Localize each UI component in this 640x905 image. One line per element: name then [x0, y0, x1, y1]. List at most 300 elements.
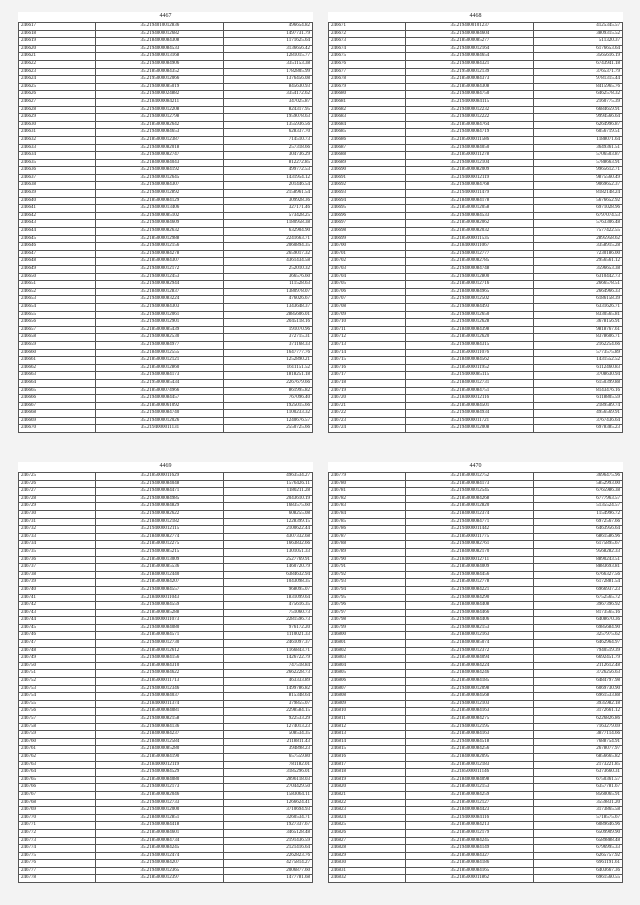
value-cell: 7163279.69	[534, 723, 623, 731]
value-cell: 327171.46	[224, 205, 313, 213]
table-row	[329, 190, 623, 198]
coordinate-cell: 35.2184000084308	[96, 38, 224, 46]
table-row	[329, 288, 623, 296]
table-row	[19, 98, 313, 106]
value-cell: 2527769.91	[224, 556, 313, 564]
coordinate-cell: 35.2185000012716	[406, 281, 534, 289]
value-cell: 3935982.18	[534, 700, 623, 708]
row-id-cell: 246700	[329, 243, 406, 251]
value-cell: 3809315.52	[534, 30, 623, 38]
row-id-cell: 246794	[329, 586, 406, 594]
value-cell: 3708630.94	[534, 372, 623, 380]
value-cell: 2956561.12	[534, 258, 623, 266]
value-cell: 2885606.01	[224, 311, 313, 319]
row-id-cell: 246691	[329, 174, 406, 182]
value-cell: 8330565.81	[534, 311, 623, 319]
row-id-cell: 246764	[19, 769, 96, 777]
value-cell: 1782805.99	[224, 68, 313, 76]
coordinate-cell: 35.2194000084977	[96, 341, 224, 349]
row-id-cell: 246662	[19, 364, 96, 372]
value-cell: 2281596.73	[224, 617, 313, 625]
coordinate-cell: 35.2194000012000	[96, 807, 224, 815]
row-id-cell: 246788	[329, 541, 406, 549]
row-id-cell: 246628	[19, 106, 96, 114]
value-cell: 781182.01	[224, 761, 313, 769]
row-id-cell: 246804	[329, 662, 406, 670]
table-row	[19, 670, 313, 678]
table-row	[329, 144, 623, 152]
value-cell: 6175895.67	[534, 541, 623, 549]
coordinate-cell: 35.2194000082622	[96, 510, 224, 518]
value-cell: 714510.73	[224, 136, 313, 144]
value-cell: 6484797.98	[534, 678, 623, 686]
coordinate-cell: 35.2194000012208	[96, 106, 224, 114]
value-cell: 1240676.57	[224, 417, 313, 425]
table-row	[329, 205, 623, 213]
row-id-cell: 246781	[329, 488, 406, 496]
table-row	[329, 822, 623, 830]
row-id-cell: 246675	[329, 53, 406, 61]
coordinate-cell: 35.2194000012164	[406, 45, 534, 53]
table-row	[329, 541, 623, 549]
coordinate-cell: 35.2184000082774	[96, 533, 224, 541]
coordinate-cell: 35.2184000085280	[96, 746, 224, 754]
value-cell: 6972567.66	[534, 518, 623, 526]
value-cell: 4125345.57	[534, 23, 623, 31]
table-row	[19, 45, 313, 53]
value-cell: 3172661.12	[534, 708, 623, 716]
row-id-cell: 246779	[329, 473, 406, 481]
row-id-cell: 246798	[329, 617, 406, 625]
value-cell: 1431954.12	[224, 174, 313, 182]
table-row	[19, 402, 313, 410]
coordinate-cell: 35.2194000084136	[96, 723, 224, 731]
row-id-cell: 246631	[19, 129, 96, 137]
table-row	[19, 685, 313, 693]
table-row	[329, 228, 623, 236]
coordinate-cell: 35.2185000085288	[96, 609, 224, 617]
row-id-cell: 246622	[19, 60, 96, 68]
table-row	[19, 518, 313, 526]
value-cell: 366576.60	[224, 273, 313, 281]
coordinate-cell: 35.2184000012374	[406, 510, 534, 518]
value-cell: 976172.20	[224, 624, 313, 632]
value-cell: 1274013.23	[224, 723, 313, 731]
table-row	[19, 357, 313, 365]
row-id-cell: 246667	[19, 402, 96, 410]
coordinate-cell: 35.2184000011073	[96, 617, 224, 625]
table-row	[329, 379, 623, 387]
value-cell: 5763306.48	[534, 220, 623, 228]
row-id-cell: 246699	[329, 235, 406, 243]
table-row	[329, 700, 623, 708]
coordinate-cell: 35.2185000011629	[96, 473, 224, 481]
value-cell: 9069652.37	[534, 182, 623, 190]
row-id-cell: 246740	[19, 586, 96, 594]
row-id-cell: 246795	[329, 594, 406, 602]
coordinate-cell: 35.2194000084529	[96, 769, 224, 777]
table-row	[19, 662, 313, 670]
coordinate-cell: 35.2194000084050	[406, 144, 534, 152]
table-row	[19, 571, 313, 579]
row-id-cell: 246801	[329, 640, 406, 648]
table-row	[329, 114, 623, 122]
value-cell: 3767436.64	[534, 417, 623, 425]
row-id-cell: 246652	[19, 288, 96, 296]
row-id-cell: 246630	[19, 121, 96, 129]
value-cell: 1355936.56	[224, 121, 313, 129]
table-row	[329, 311, 623, 319]
coordinate-cell: 35.2194000084116	[406, 814, 534, 822]
coordinate-cell: 35.2185000084009	[406, 564, 534, 572]
table-row	[19, 174, 313, 182]
coordinate-cell: 35.2194000084156	[96, 655, 224, 663]
coordinate-cell: 35.2185000084185	[406, 678, 534, 686]
row-id-cell: 246813	[329, 731, 406, 739]
value-cell: 8378606.71	[534, 334, 623, 342]
value-cell: 6750361.57	[534, 776, 623, 784]
table-row	[19, 250, 313, 258]
table-row	[19, 129, 313, 137]
value-cell: 6310442.73	[534, 273, 623, 281]
coordinate-cell: 35.2185000011713	[96, 678, 224, 686]
table-row	[329, 791, 623, 799]
coordinate-cell: 35.2194010012836	[96, 23, 224, 31]
row-id-cell: 246767	[19, 791, 96, 799]
row-id-cell: 246825	[329, 822, 406, 830]
value-cell: 657559.80	[224, 753, 313, 761]
table-row	[19, 205, 313, 213]
table-row	[329, 564, 623, 572]
row-id-cell: 246744	[19, 617, 96, 625]
row-id-cell: 246826	[329, 829, 406, 837]
table-row	[19, 594, 313, 602]
value-cell: 3710694.93	[224, 807, 313, 815]
table-row	[19, 541, 313, 549]
row-id-cell: 246769	[19, 807, 96, 815]
row-id-cell: 246617	[19, 23, 96, 31]
table-row	[329, 602, 623, 610]
value-cell: 824317.95	[224, 106, 313, 114]
table-row	[19, 473, 313, 481]
value-cell: 2173221.85	[534, 761, 623, 769]
coordinate-cell: 35.2184000012555	[96, 349, 224, 357]
table-row	[19, 556, 313, 564]
table-row	[329, 319, 623, 327]
table-row	[19, 23, 313, 31]
coordinate-cell: 35.2185000011952	[406, 364, 534, 372]
table-row	[19, 693, 313, 701]
value-cell: 2160775.39	[534, 98, 623, 106]
value-cell: 1376456.08	[224, 76, 313, 84]
coordinate-cell: 35.2194000084173	[96, 372, 224, 380]
coordinate-cell: 35.2185000012058	[406, 205, 534, 213]
value-cell: 4963534.27	[224, 473, 313, 481]
value-cell: 1431552.52	[534, 357, 623, 365]
coordinate-cell: 35.2184000082170	[406, 548, 534, 556]
table-row	[19, 114, 313, 122]
table-row	[19, 136, 313, 144]
table-row	[329, 76, 623, 84]
row-id-cell: 246638	[19, 182, 96, 190]
coordinate-cell: 35.2194000012365	[96, 867, 224, 875]
value-cell: 7230186.00	[534, 250, 623, 258]
table-row	[329, 609, 623, 617]
value-cell: 9994566.64	[534, 114, 623, 122]
value-cell: 508534.35	[224, 731, 313, 739]
table-row	[329, 121, 623, 129]
value-cell: 1252890.21	[224, 357, 313, 365]
row-id-cell: 246753	[19, 685, 96, 693]
value-cell: 8143476.16	[534, 387, 623, 395]
value-cell: 8182148.24	[534, 190, 623, 198]
table-row	[329, 326, 623, 334]
value-cell: 475616.35	[224, 602, 313, 610]
table-row	[19, 845, 313, 853]
row-id-cell: 246666	[19, 395, 96, 403]
table-row	[329, 875, 623, 883]
row-id-cell: 246812	[329, 723, 406, 731]
value-cell: 6331626.71	[534, 303, 623, 311]
value-cell: 1380978.07	[224, 288, 313, 296]
value-cell: 1166843.71	[224, 647, 313, 655]
row-id-cell: 246676	[329, 60, 406, 68]
row-id-cell: 246709	[329, 311, 406, 319]
table-row	[19, 602, 313, 610]
coordinate-cell: 35.2194000012901	[96, 319, 224, 327]
coordinate-cell: 35.2185000011862	[406, 875, 534, 883]
value-cell: 463333.89	[224, 678, 313, 686]
coordinate-cell: 35.2185000012275	[96, 541, 224, 549]
coordinate-cell: 35.2185000084352	[96, 68, 224, 76]
table-row	[19, 425, 313, 433]
table-row	[329, 220, 623, 228]
coordinate-cell: 35.2185000012778	[406, 579, 534, 587]
value-cell: 2043610.19	[224, 495, 313, 503]
coordinate-cell: 35.2185000012860	[96, 364, 224, 372]
value-cell: 6971028.96	[534, 205, 623, 213]
coordinate-cell: 35.2185000012387	[96, 136, 224, 144]
value-cell: 7577422.55	[534, 228, 623, 236]
row-id-cell: 246653	[19, 296, 96, 304]
row-id-cell: 246637	[19, 174, 96, 182]
value-cell: 3967396.92	[534, 602, 623, 610]
row-id-cell: 246677	[329, 68, 406, 76]
table-row	[19, 68, 313, 76]
row-id-cell: 246724	[329, 425, 406, 433]
coordinate-cell: 35.2184000012182	[96, 518, 224, 526]
coordinate-cell: 35.2194000012061	[96, 311, 224, 319]
value-cell: 2461097.37	[224, 640, 313, 648]
value-cell: 6403667.36	[534, 867, 623, 875]
coordinate-cell: 35.2185000084310	[96, 662, 224, 670]
table-row	[19, 822, 313, 830]
coordinate-cell: 35.2184000084178	[406, 197, 534, 205]
value-cell: 1100233.32	[224, 410, 313, 418]
value-cell: 2121416.64	[224, 845, 313, 853]
coordinate-cell: 35.2194000012173	[96, 784, 224, 792]
row-id-cell: 246649	[19, 266, 96, 274]
table-row	[329, 197, 623, 205]
coordinate-cell: 35.2194000085019	[96, 83, 224, 91]
table-row	[19, 723, 313, 731]
value-cell: 4275814.27	[224, 860, 313, 868]
value-cell: 6797074.53	[534, 212, 623, 220]
coordinate-cell: 35.2194000083224	[96, 296, 224, 304]
table-row	[19, 91, 313, 99]
value-cell: 347025.87	[224, 98, 313, 106]
coordinate-cell: 35.2185000082785	[406, 258, 534, 266]
value-cell: 6743941.18	[534, 60, 623, 68]
row-id-cell: 246746	[19, 632, 96, 640]
coordinate-cell: 35.2194000011721	[406, 417, 534, 425]
row-id-cell: 246766	[19, 784, 96, 792]
table-row	[329, 769, 623, 777]
coordinate-cell: 35.2194000084985	[96, 495, 224, 503]
value-cell: 3877114.66	[534, 731, 623, 739]
row-id-cell: 246739	[19, 579, 96, 587]
table-row	[329, 488, 623, 496]
value-cell: 304736.29	[224, 152, 313, 160]
table-row	[329, 829, 623, 837]
coordinate-cell: 35.2185000061092	[96, 402, 224, 410]
table-row	[19, 334, 313, 342]
coordinate-cell: 35.2194000084303	[96, 303, 224, 311]
value-cell: 2241663.71	[224, 235, 313, 243]
table-row	[19, 167, 313, 175]
table-row	[329, 716, 623, 724]
table-row	[329, 867, 623, 875]
value-cell: 1683575.60	[224, 503, 313, 511]
row-id-cell: 246703	[329, 266, 406, 274]
value-cell: 632904.90	[224, 228, 313, 236]
row-id-cell: 246786	[329, 526, 406, 534]
value-cell: 3351153.38	[224, 60, 313, 68]
value-cell: 6384632.94	[224, 571, 313, 579]
value-cell: 1180211.28	[224, 488, 313, 496]
value-cell: 1154996.72	[534, 510, 623, 518]
table-row	[329, 837, 623, 845]
table-row	[329, 738, 623, 746]
row-id-cell: 246625	[19, 83, 96, 91]
row-id-cell: 246730	[19, 510, 96, 518]
coordinate-cell: 35.2194000012156	[96, 243, 224, 251]
row-id-cell: 246633	[19, 144, 96, 152]
coordinate-cell: 35.2194000012650	[406, 311, 534, 319]
value-cell: 394898.23	[224, 746, 313, 754]
coordinate-cell: 35.2185000074966	[96, 387, 224, 395]
table-row	[329, 594, 623, 602]
row-id-cell: 246791	[329, 564, 406, 572]
row-id-cell: 246745	[19, 624, 96, 632]
coordinate-cell: 35.2194000012545	[406, 488, 534, 496]
coordinate-cell: 35.2194000084321	[406, 60, 534, 68]
value-cell: 7688754.91	[534, 738, 623, 746]
row-id-cell: 246661	[19, 357, 96, 365]
table-row	[19, 387, 313, 395]
table-row	[329, 510, 623, 518]
value-cell: 3596653.38	[534, 266, 623, 274]
value-cell: 6089646.96	[534, 822, 623, 830]
coordinate-cell: 35.2194000084533	[406, 212, 534, 220]
row-id-cell: 246784	[329, 510, 406, 518]
coordinate-cell: 35.2194000084906	[96, 60, 224, 68]
table-row	[329, 617, 623, 625]
row-id-cell: 246787	[329, 533, 406, 541]
table-row	[19, 860, 313, 868]
coordinate-cell: 35.2185000082062	[406, 220, 534, 228]
value-cell: 6118805.59	[534, 395, 623, 403]
coordinate-cell: 35.2184000084211	[96, 98, 224, 106]
row-id-cell: 246827	[329, 837, 406, 845]
table-row	[329, 349, 623, 357]
value-cell: 6069730.90	[534, 685, 623, 693]
table-row	[19, 700, 313, 708]
row-id-cell: 246749	[19, 655, 96, 663]
table-row	[19, 548, 313, 556]
table-row	[19, 799, 313, 807]
value-cell: 6961533.88	[534, 693, 623, 701]
row-id-cell: 246735	[19, 548, 96, 556]
value-cell: 3257975.62	[534, 632, 623, 640]
table-row	[329, 526, 623, 534]
value-cell: 7940519.39	[534, 647, 623, 655]
coordinate-cell: 35.2194000084418	[96, 822, 224, 830]
coordinate-cell: 35.2194000084466	[406, 609, 534, 617]
value-cell: 5773575.89	[534, 349, 623, 357]
coordinate-cell: 35.2185000084259	[406, 791, 534, 799]
coordinate-cell: 35.2194000084654	[406, 53, 534, 61]
row-id-cell: 246783	[329, 503, 406, 511]
coordinate-cell: 35.2194000082632	[96, 228, 224, 236]
row-id-cell: 246822	[329, 799, 406, 807]
value-cell: 6861586.96	[534, 533, 623, 541]
row-id-cell: 246665	[19, 387, 96, 395]
value-cell: 3765371.79	[534, 68, 623, 76]
row-id-cell: 246751	[19, 670, 96, 678]
row-id-cell: 246808	[329, 693, 406, 701]
row-id-cell: 246659	[19, 341, 96, 349]
coordinate-cell: 35.2194000084493	[406, 303, 534, 311]
value-cell: 3678156.91	[534, 319, 623, 327]
value-cell: 2666578.51	[534, 281, 623, 289]
row-id-cell: 246819	[329, 776, 406, 784]
table-row	[19, 784, 313, 792]
value-cell: 476026.67	[224, 296, 313, 304]
coordinate-cell: 35.2185000012752	[406, 473, 534, 481]
value-cell: 9818767.61	[534, 326, 623, 334]
table-row	[329, 129, 623, 137]
row-id-cell: 246651	[19, 281, 96, 289]
table-row	[329, 23, 623, 31]
table-row	[329, 799, 623, 807]
value-cell: 5852993.00	[534, 480, 623, 488]
value-cell: 1460720.79	[224, 564, 313, 572]
value-cell: 2664966.33	[534, 288, 623, 296]
coordinate-cell: 35.2185000084224	[406, 662, 534, 670]
row-id-cell: 246720	[329, 395, 406, 403]
table-row	[19, 731, 313, 739]
coordinate-cell: 35.2194000084750	[406, 91, 534, 99]
coordinate-cell: 35.2185000084165	[406, 867, 534, 875]
row-id-cell: 246763	[19, 761, 96, 769]
coordinate-cell: 35.2194000084829	[96, 503, 224, 511]
row-id-cell: 246673	[329, 38, 406, 46]
coordinate-cell: 35.2185000085536	[96, 564, 224, 572]
coordinate-cell: 35.2194000084037	[96, 693, 224, 701]
row-id-cell: 246738	[19, 571, 96, 579]
coordinate-cell: 35.2184000084043	[96, 159, 224, 167]
